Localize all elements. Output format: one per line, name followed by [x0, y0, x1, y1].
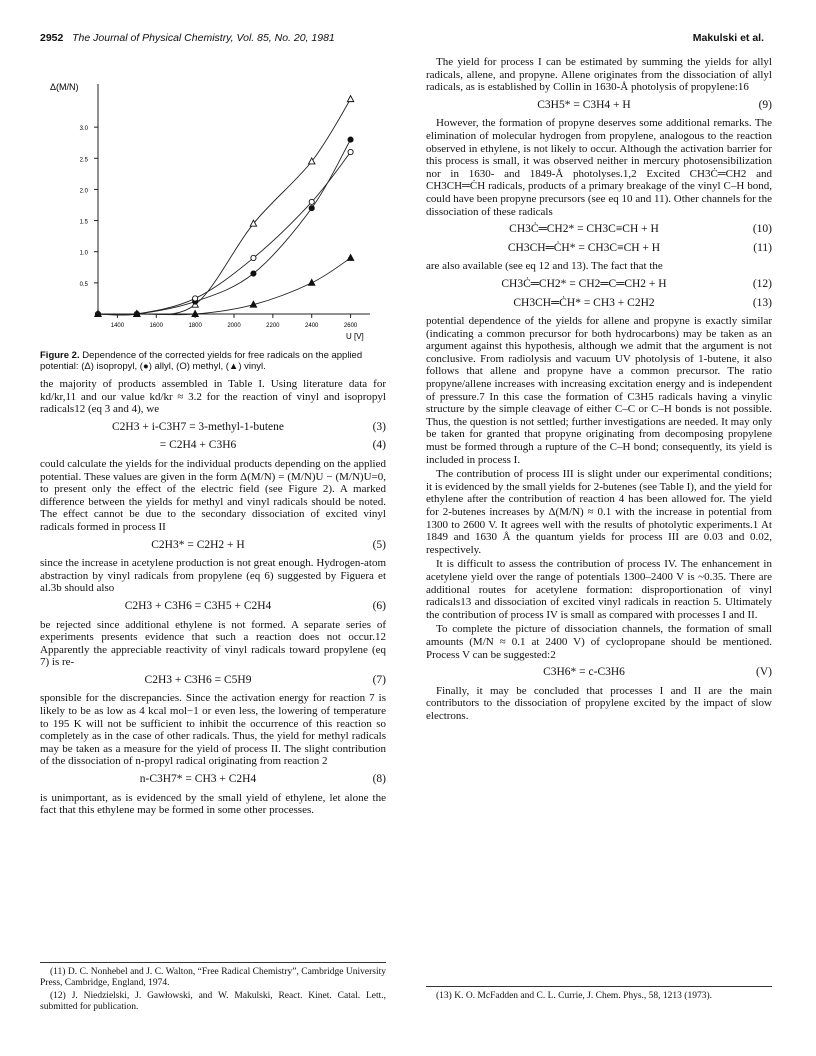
x-tick-label: 1800 — [188, 323, 202, 329]
equation-number: (3) — [372, 420, 386, 433]
figure-2-chart — [40, 56, 386, 346]
equation-8 — [40, 773, 386, 786]
data-point-filled-circle — [251, 271, 256, 276]
y-tick-label: 1.0 — [79, 250, 88, 257]
data-point-filled-circle — [309, 206, 314, 211]
x-tick-label: 2000 — [227, 323, 241, 329]
author-header: Makulski et al. — [692, 32, 764, 44]
data-point-filled-circle — [348, 137, 353, 142]
figure-caption — [40, 350, 386, 372]
equation-number: (10) — [752, 223, 772, 236]
equation-12 — [426, 278, 772, 291]
paragraph: The yield for process I can be estimated by summing the yields for allyl radicals, allene, and propyne. Allene originates from the dissociation of allyl radicals, as is established by Collin in 1630-Å photolysis of propylene:16 — [426, 56, 772, 94]
equation-number: (12) — [752, 277, 772, 290]
paragraph: is unimportant, as is evidenced by the small yield of ethylene, let alone the fact that this ethylene may be formed in some other processes. — [40, 791, 386, 817]
series-line-vinyl — [98, 258, 351, 315]
equation-4 — [40, 439, 386, 452]
figure-caption-label: Figure 2. — [40, 350, 80, 361]
y-tick-label: 1.5 — [79, 219, 88, 226]
equation-6 — [40, 600, 386, 613]
equation-text: C2H3 + i-C3H7 = 3-methyl-1-butene — [111, 420, 285, 433]
y-tick-label: 0.5 — [79, 281, 88, 288]
y-tick-label: 3.0 — [79, 126, 88, 133]
footnote-12: (12) J. Niedzielski, J. Gawłowski, and W. Makulski, React. Kinet. Catal. Lett., submitted for publication. — [40, 991, 386, 1012]
paragraph: It is difficult to assess the contribution of process IV. The enhancement in acetylene yield over the range of potentials 1300–2400 V is ~0.35. There are additional routes for acetylene formation: disproportionation of vinyl radicals13 and dissociation of excited vinyl radicals in reaction 5. Ultimately the contribution of process IV is small as compared with processes I and II. — [426, 558, 772, 621]
equation-text: C2H3* = C2H2 + H — [151, 538, 245, 551]
equation-number: (6) — [372, 599, 386, 612]
footnotes — [40, 962, 386, 1015]
equation-number: (V) — [756, 666, 772, 679]
data-point-open-circle — [251, 255, 256, 260]
equation-9 — [426, 99, 772, 112]
equation-text: CH3Ċ═CH2* = CH2═C═CH2 + H — [501, 277, 667, 290]
data-point-open-circle — [193, 296, 198, 301]
footnotes — [426, 986, 772, 1004]
paragraph: since the increase in acetylene production is not great enough. Hydrogen-atom abstraction by vinyl radicals from propylene (eq 6) suggested by Figuera et al.3b should also — [40, 557, 386, 595]
equation-V — [426, 666, 772, 679]
running-header — [40, 32, 335, 44]
equation-text: CH3CH═ĊH* = CH3 + C2H2 — [513, 296, 655, 309]
data-point-open-circle — [348, 149, 353, 154]
equation-number: (7) — [372, 673, 386, 686]
x-tick-label: 2600 — [343, 323, 358, 329]
paragraph: be rejected since additional ethylene is not formed. A separate series of experiments presents evidence that such a reaction does not occur.12 Apparently the appreciable reactivity of vinyl radicals toward propylene (eq 7) is re- — [40, 618, 386, 669]
equation-text: n-C3H7* = CH3 + C2H4 — [139, 773, 257, 786]
paragraph: Finally, it may be concluded that processes I and II are the main contributors to the dissociation of propylene excited by the impact of slow electrons. — [426, 684, 772, 722]
equation-text: C3H6* = c-C3H6 — [543, 666, 625, 679]
paragraph: could calculate the yields for the individual products depending on the applied potential. These values are given in the form Δ(M/N) = (M/N)U − (M/N)U=0, to present only the effect of the electric field (see Figure 2). A marked difference between the yields for methyl and vinyl radicals should be noted. The effect cannot be due to the secondary dissociation of excited vinyl radicals formed in process II — [40, 457, 386, 533]
equation-number: (11) — [753, 241, 772, 254]
equation-text: C2H3 + C3H6 = C3H5 + C2H4 — [124, 599, 272, 612]
equation-number: (8) — [372, 773, 386, 786]
paragraph: The contribution of process III is slight under our experimental conditions; it is evidenced by the small yields for 2-butenes (see Table I), and the yield for ethylene after the contribution of reaction 4 has been allowed for. The yield for 2-butenes increases by Δ(M/N) ≈ 0.1 with the increase in potential from 1300 to 2600 V. It agrees well with the results of photolytic experiments.1 At 1849 and 1630 Å the quantum yields for process III are 0.03 and 0.02, respectively. — [426, 468, 772, 556]
journal-title: The Journal of Physical Chemistry, Vol. 85, No. 20, 1981 — [72, 32, 335, 44]
equation-text: C3H5* = C3H4 + H — [537, 98, 631, 111]
data-point-open-triangle — [347, 96, 353, 102]
x-tick-label: 1600 — [149, 323, 163, 329]
equation-text: C2H3 + C3H6 = C5H9 — [144, 673, 252, 686]
data-point-open-circle — [309, 199, 314, 204]
data-point-filled-triangle — [309, 279, 315, 285]
equation-text: = C2H4 + C3H6 — [159, 439, 237, 452]
paragraph: are also available (see eq 12 and 13). The fact that the — [426, 260, 663, 273]
footnote-13: (13) K. O. McFadden and C. L. Currie, J. Chem. Phys., 58, 1213 (1973). — [436, 991, 713, 1001]
paragraph: However, the formation of propyne deserves some additional remarks. The elimination of molecular hydrogen from propylene, analogous to the reaction observed in ethylene, is not likely to occur. Although the activation barrier for this process is small, it was observed neither in mercury photosensibilization nor in 1630- and 1849-Å photolyses.1,2 Excited CH3Ċ═CH2 and CH3CH═ĊH radicals, products of a primary breakage of the vinyl C–H bond, could have been propyne precursors (see eq 10 and 11). Other channels for the dissociation of these radicals — [426, 117, 772, 218]
y-tick-label: 2.5 — [79, 157, 88, 164]
paragraph: potential dependence of the yields for allene and propyne is exactly similar (indicating a common precursor for both hydrocarbons) may be taken as an argument against this hypothesis, although we admit that the argument is not conclusive. From radiolysis and vacuum UV photolysis of 1-butene, it also follows that allene and propyne have a common precursor. The ratio propyne/allene increases with increasing excitation energy and is independent of pressure.7 In this case the formation of C3H5 radicals having a vinylic structure by the simple cleavage of either C–C or C–H bonds is not possible. Thus, the question is not settled; further investigations are needed. It may only be taken for granted that propyne originating from decomposing propylene must be formed through a rupture of the C–H bond; consequently, its yield is included in process I. — [426, 315, 772, 466]
equation-number: (5) — [372, 538, 386, 551]
equation-text: CH3Ċ═CH2* = CH3C≡CH + H — [509, 223, 659, 236]
paragraph: sponsible for the discrepancies. Since the activation energy for reaction 7 is likely to be as low as 4 kcal mol−1 or even less, the lowering of temperature to 195 K will not be sufficient to inhibit the occurrence of this reaction so completely as in the case of other radicals. Thus, the yield for methyl radicals may be taken as a measure for the yield of process II. The slight contribution of the dissociation of n-propyl radical originating from reaction 2 — [40, 692, 386, 768]
equation-10 — [426, 223, 772, 236]
x-tick-label: 2400 — [305, 323, 319, 329]
equation-13 — [426, 297, 772, 310]
paragraph: the majority of products assembled in Table I. Using literature data for kd/kr,11 and our value kd/kr ≈ 3.2 for the reaction of vinyl and isopropyl radicals12 (eq 3 and 4), we — [40, 378, 386, 416]
left-column — [40, 56, 386, 1012]
y-axis-label: Δ(M/N) — [50, 82, 79, 92]
paragraph: To complete the picture of dissociation channels, the formation of small amounts (M/N ≈ 0.1 at 2400 V) of cyclopropane should be mentioned. Process V can be suggested:2 — [426, 623, 772, 661]
right-column — [426, 56, 772, 1001]
equation-5 — [40, 539, 386, 552]
equation-7 — [40, 674, 386, 687]
page-number: 2952 — [40, 32, 64, 44]
series-line-allyl — [98, 140, 351, 315]
x-axis-label: U [V] — [346, 332, 364, 341]
equation-number: (13) — [752, 296, 772, 309]
x-tick-label: 1400 — [110, 323, 125, 329]
data-point-filled-triangle — [347, 254, 353, 260]
equation-11 — [426, 242, 772, 255]
equation-3 — [40, 421, 386, 434]
equation-text: CH3CH═ĊH* = CH3C≡CH + H — [507, 241, 661, 254]
equation-number: (9) — [758, 98, 772, 111]
x-tick-label: 2200 — [266, 323, 280, 329]
footnote-11: (11) D. C. Nonhebel and J. C. Walton, “Free Radical Chemistry”, Cambridge University Press, Cambridge, England, 1974. — [40, 967, 386, 988]
y-tick-label: 2.0 — [79, 188, 88, 195]
equation-number: (4) — [372, 439, 386, 452]
figure-caption-text: Dependence of the corrected yields for free radicals on the applied potential: (Δ) isopropyl, (●) allyl, (O) methyl, (▲) vinyl. — [40, 350, 363, 372]
